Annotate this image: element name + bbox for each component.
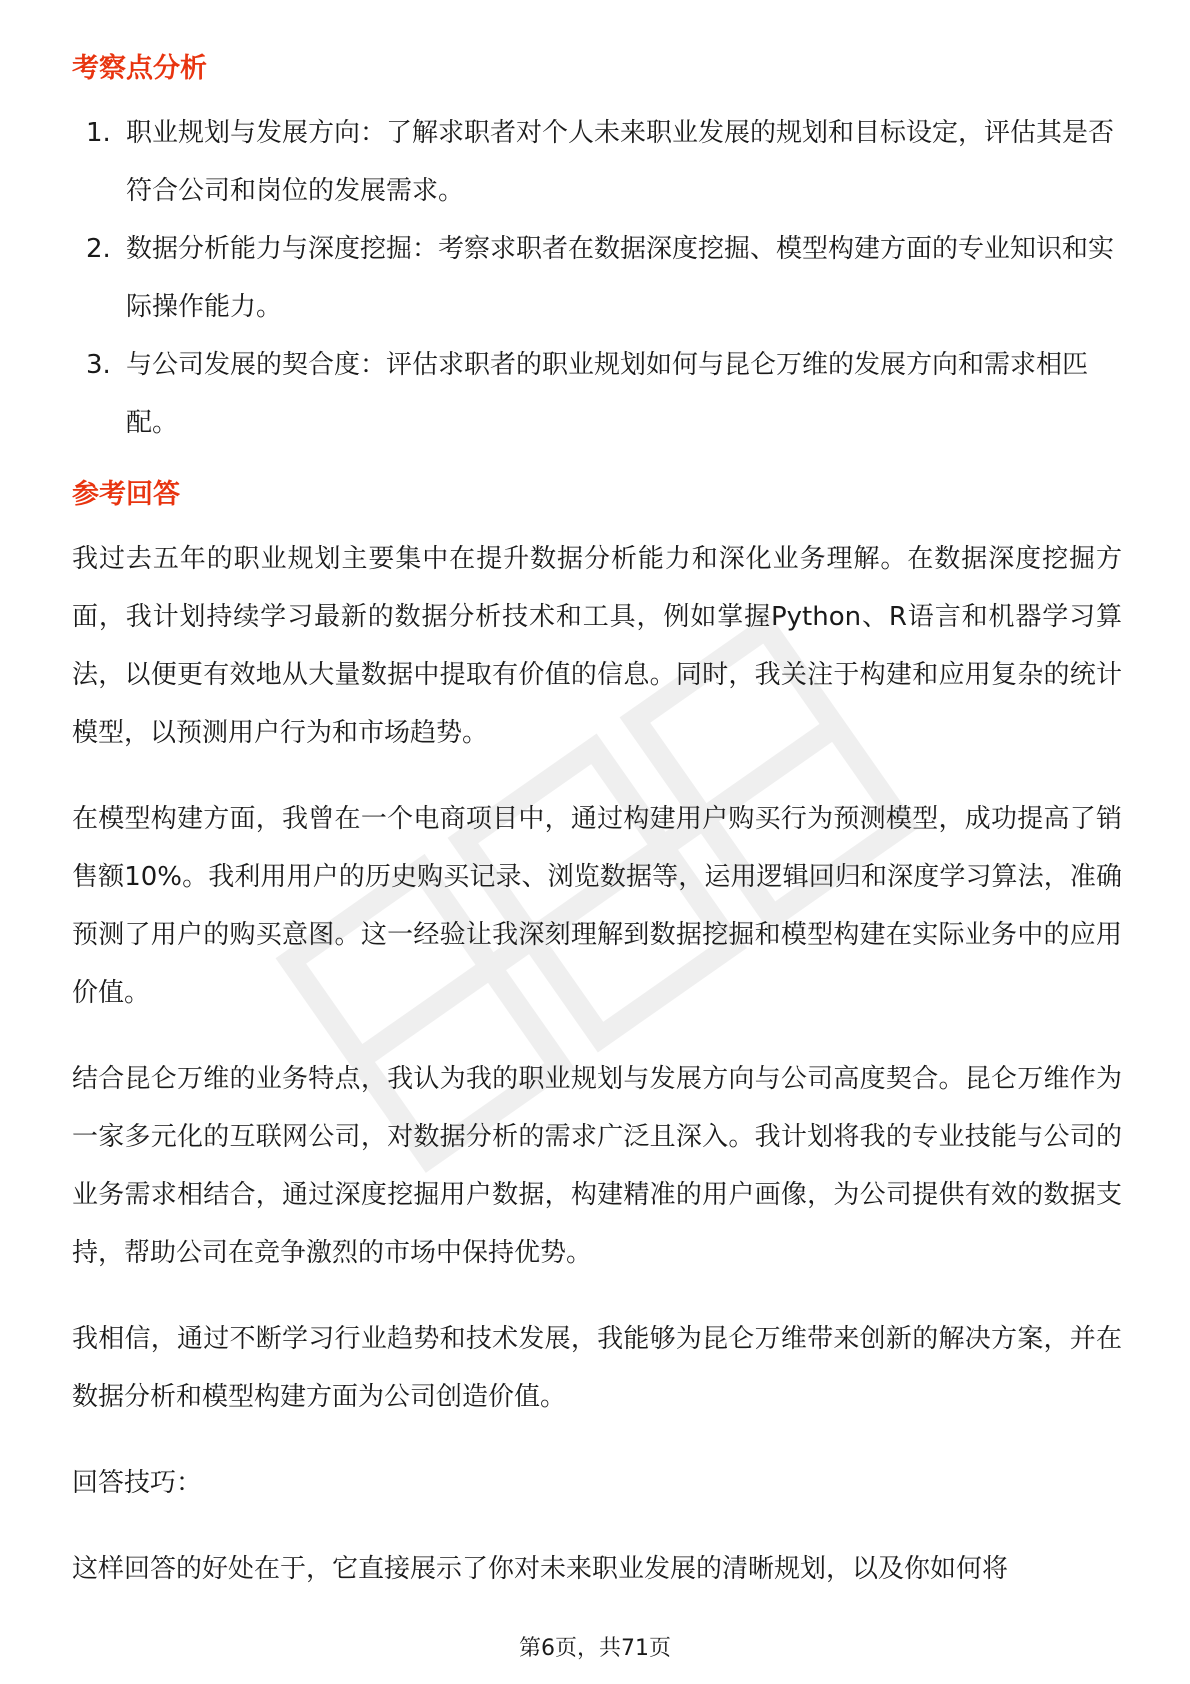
analysis-list	[72, 104, 1122, 452]
answer-paragraph: 在模型构建方面，我曾在一个电商项目中，通过构建用户购买行为预测模型，成功提高了销售额10%。我利用用户的历史购买记录、浏览数据等，运用逻辑回归和深度学习算法，准确预测了用户的购买意图。这一经验让我深刻理解到数据挖掘和模型构建在实际业务中的应用价值。	[72, 804, 1122, 1008]
answer-paragraph: 我相信，通过不断学习行业趋势和技术发展，我能够为昆仑万维带来创新的解决方案，并在数据分析和模型构建方面为公司创造价值。	[72, 1324, 1122, 1412]
list-number: 2.	[86, 234, 111, 264]
page-number: 第6页，共71页	[519, 1636, 671, 1661]
list-item	[72, 336, 1122, 452]
list-item	[72, 220, 1122, 336]
list-number: 3.	[86, 350, 111, 380]
answer-heading: 参考回答	[72, 479, 180, 510]
tips-heading: 回答技巧：	[72, 1468, 203, 1498]
list-item-text: 与公司发展的契合度：评估求职者的职业规划如何与昆仑万维的发展方向和需求相匹配。	[126, 350, 1089, 438]
page-content	[72, 40, 1122, 1598]
answer-paragraph: 结合昆仑万维的业务特点，我认为我的职业规划与发展方向与公司高度契合。昆仑万维作为一家多元化的互联网公司，对数据分析的需求广泛且深入。我计划将我的专业技能与公司的业务需求相结合，通过深度挖掘用户数据，构建精准的用户画像，为公司提供有效的数据支持，帮助公司在竞争激烈的市场中保持优势。	[72, 1064, 1122, 1268]
list-number: 1.	[86, 118, 111, 148]
list-item-text: 职业规划与发展方向：了解求职者对个人未来职业发展的规划和目标设定，评估其是否符合公司和岗位的发展需求。	[126, 118, 1115, 206]
list-item	[72, 104, 1122, 220]
tips-text: 这样回答的好处在于，它直接展示了你对未来职业发展的清晰规划，以及你如何将	[72, 1554, 1009, 1584]
analysis-heading: 考察点分析	[72, 53, 207, 84]
list-item-text: 数据分析能力与深度挖掘：考察求职者在数据深度挖掘、模型构建方面的专业知识和实际操作能力。	[126, 234, 1115, 322]
answer-paragraph: 我过去五年的职业规划主要集中在提升数据分析能力和深化业务理解。在数据深度挖掘方面，我计划持续学习最新的数据分析技术和工具，例如掌握Python、R语言和机器学习算法，以便更有效地从大量数据中提取有价值的信息。同时，我关注于构建和应用复杂的统计模型，以预测用户行为和市场趋势。	[72, 544, 1122, 748]
